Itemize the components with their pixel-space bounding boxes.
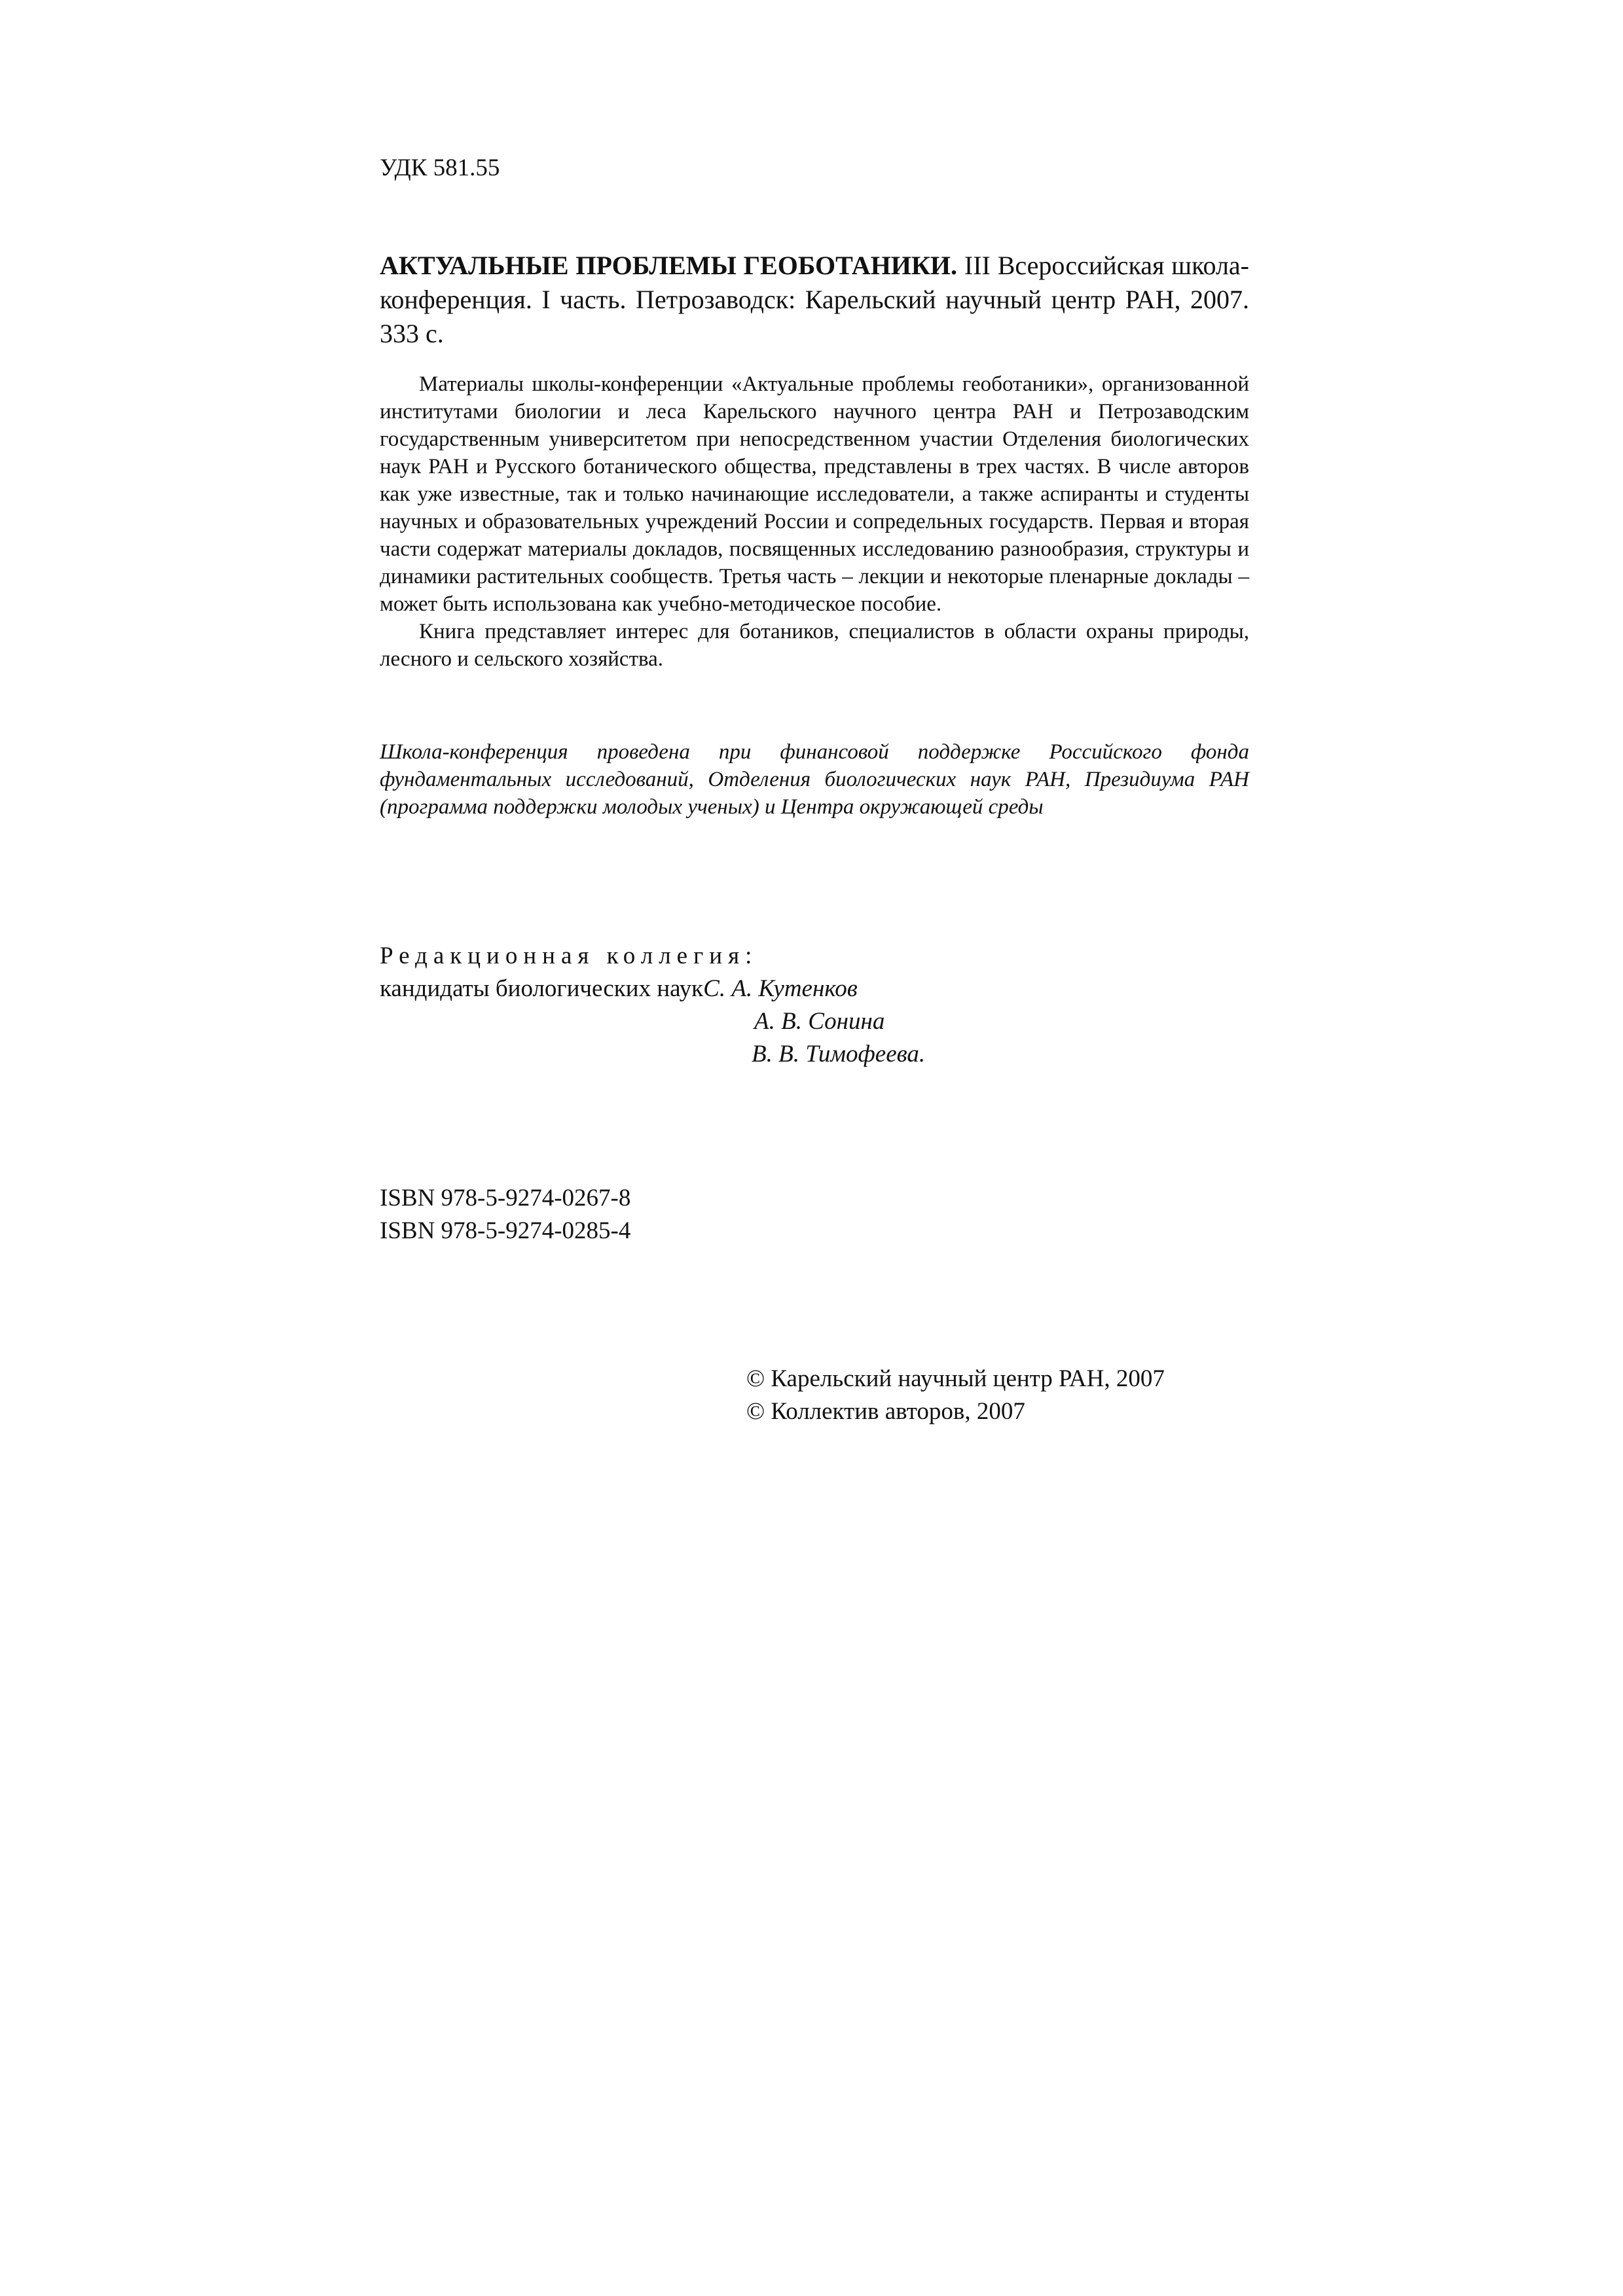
isbn-number: ISBN 978-5-9274-0267-8 <box>380 1185 631 1211</box>
copyright-line: © Коллектив авторов, 2007 <box>746 1398 1025 1425</box>
book-title: АКТУАЛЬНЫЕ ПРОБЛЕМЫ ГЕОБОТАНИКИ. <box>380 251 958 280</box>
editorial-board-heading: Редакционная коллегия: <box>380 942 758 969</box>
bibliographic-description <box>380 249 1249 351</box>
editorial-board-row <box>380 973 1249 1005</box>
editor-name: С. А. Кутенков <box>703 975 858 1002</box>
abstract-paragraph: Материалы школы-конференции «Актуальные проблемы геоботаники», организованной институтами биологии и леса Карельского научного центра РАН и Петрозаводским государственным университетом при непосредственном участии Отделения биологических наук РАН и Русского ботанического общества, представлены в трех частях. В числе авторов как уже известные, так и только начинающие исследователи, а также аспиранты и студенты научных и образовательных учреждений России и сопредельных государств. Первая и вторая части содержат материалы докладов, посвященных исследованию разнообразия, структуры и динамики растительных сообществ. Третья часть – лекции и некоторые пленарные доклады – может быть использована как учебно-методическое пособие. <box>380 372 1249 616</box>
abstract <box>380 370 1249 673</box>
copyright-line: © Карельский научный центр РАН, 2007 <box>746 1365 1165 1392</box>
editor-name: В. В. Тимофеева. <box>752 1041 926 1067</box>
funding-note: Школа-конференция проведена при финансовой поддержке Российского фонда фундаментальных исследований, Отделения биологических наук РАН, Президиума РАН (программа поддержки молодых ученых) и Центра окружающей среды <box>380 740 1249 819</box>
editorial-board <box>380 940 1249 1071</box>
abstract-paragraph: Книга представляет интерес для ботаников, специалистов в области охраны природы, лесного и сельского хозяйства. <box>380 620 1249 671</box>
editorial-board-row <box>380 1038 1249 1071</box>
isbn-list <box>380 1182 1249 1247</box>
udk-code: УДК 581.55 <box>380 154 500 181</box>
editorial-board-row <box>380 1005 1249 1038</box>
isbn-number: ISBN 978-5-9274-0285-4 <box>380 1217 631 1244</box>
editor-name: А. В. Сонина <box>754 1008 885 1035</box>
copyright-block <box>746 1363 1165 1428</box>
editorial-board-lead: кандидаты биологических наук <box>380 975 704 1002</box>
bibliographic-details: III Всероссийская школа-конференция. I часть. Петрозаводск: Карельский научный центр РАН, 2007. 333 с. <box>380 251 1249 348</box>
